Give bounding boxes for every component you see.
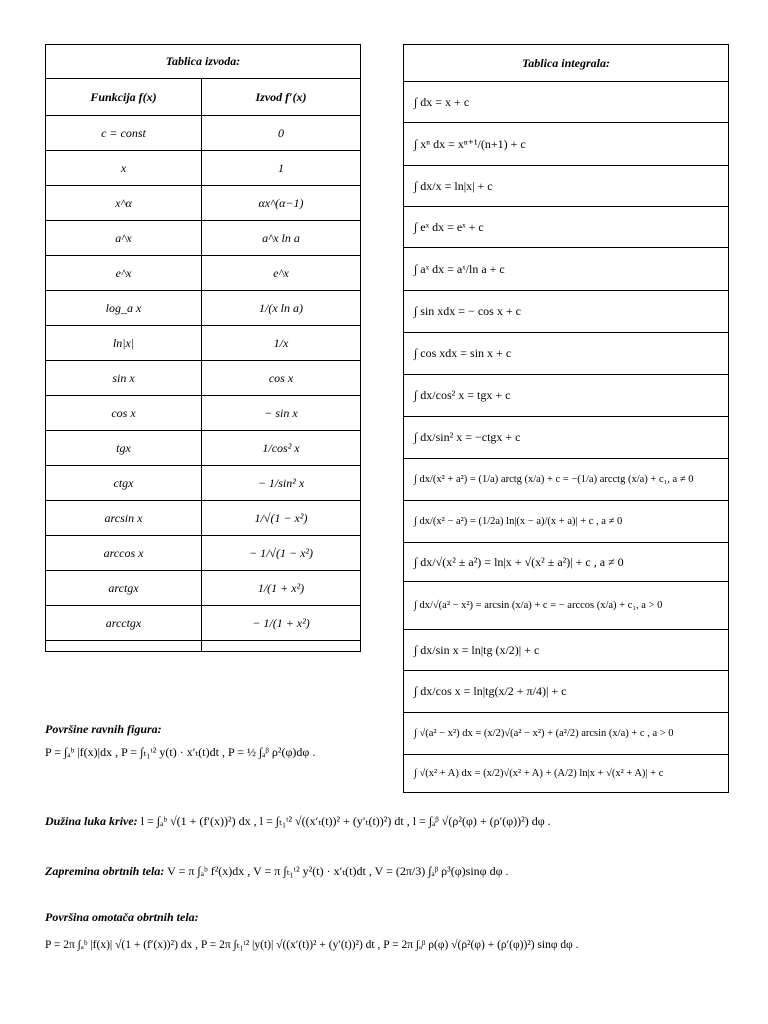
function-cell: log_a x [46,291,202,326]
integral-row [404,671,729,713]
arc-formula: l = ∫ₐᵇ √(1 + (f′(x))²) dx , l = ∫ₜ₁ᵗ² √((x′ₜ(t))² + (y′ₜ(t))²) dt , l = ∫ₐᵝ √(ρ²(φ) + (ρ′(φ))²) dφ . [140,814,551,828]
integral-cell: ∫ aˣ dx = aˣ/ln a + c [404,248,729,291]
integral-cell: ∫ xⁿ dx = xⁿ⁺¹/(n+1) + c [404,123,729,166]
integral-row [404,207,729,248]
derivative-row [46,361,361,396]
derivative-cell: 1/(x ln a) [202,291,361,326]
area-formula: P = ∫ₐᵇ |f(x)|dx , P = ∫ₜ₁ᵗ² y(t) · x′ₜ(t)dt , P = ½ ∫ₐᵝ ρ²(φ)dφ . [45,745,316,759]
function-cell: arccos x [46,536,202,571]
table-bottom-gap [46,641,361,652]
integral-cell: ∫ √(a² − x²) dx = (x/2)√(a² − x²) + (a²/2) arcsin (x/a) + c , a > 0 [404,713,729,755]
integral-row [404,333,729,375]
integral-cell: ∫ dx/cos² x = tgx + c [404,375,729,417]
arc-section [45,814,551,829]
integral-row [404,582,729,630]
function-cell: x [46,151,202,186]
col-function-header: Funkcija f(x) [46,79,202,116]
integral-row [404,82,729,123]
integral-row [404,291,729,333]
derivative-cell: a^x ln a [202,221,361,256]
integral-row [404,630,729,671]
derivative-cell: 1/x [202,326,361,361]
function-cell: ctgx [46,466,202,501]
surface-section [45,910,579,951]
derivative-row [46,221,361,256]
integral-cell: ∫ dx/(x² + a²) = (1/a) arctg (x/a) + c = −(1/a) arcctg (x/a) + c₁, a ≠ 0 [404,459,729,501]
integral-row [404,166,729,207]
integral-row [404,713,729,755]
function-cell: c = const [46,116,202,151]
derivative-row [46,466,361,501]
derivative-row [46,151,361,186]
derivative-row [46,256,361,291]
derivatives-table [45,44,361,652]
derivative-row [46,571,361,606]
derivative-cell: 1/(1 + x²) [202,571,361,606]
integral-row [404,248,729,291]
derivative-row [46,606,361,641]
function-cell: ln|x| [46,326,202,361]
derivative-cell: 1/√(1 − x²) [202,501,361,536]
integral-cell: ∫ dx/√(x² ± a²) = ln|x + √(x² ± a²)| + c , a ≠ 0 [404,543,729,582]
function-cell: a^x [46,221,202,256]
derivative-row [46,291,361,326]
integrals-title: Tablica integrala: [404,45,729,82]
derivative-cell: e^x [202,256,361,291]
derivative-cell: 1 [202,151,361,186]
integrals-table [403,44,729,793]
integral-row [404,123,729,166]
integral-row [404,501,729,543]
derivative-cell: 1/cos² x [202,431,361,466]
derivatives-title: Tablica izvoda: [46,45,361,79]
area-section [45,722,315,760]
function-cell: e^x [46,256,202,291]
volume-formula: V = π ∫ₐᵇ f²(x)dx , V = π ∫ₜ₁ᵗ² y²(t) · x′ₜ(t)dt , V = (2π/3) ∫ₐᵝ ρ³(φ)sinφ dφ . [167,864,509,878]
function-cell: sin x [46,361,202,396]
derivative-row [46,186,361,221]
integral-cell: ∫ dx/x = ln|x| + c [404,166,729,207]
integral-cell: ∫ dx/√(a² − x²) = arcsin (x/a) + c = − arccos (x/a) + c₁, a > 0 [404,582,729,630]
derivative-cell: − sin x [202,396,361,431]
derivatives-body [46,116,361,652]
surface-label: Površina omotača obrtnih tela: [45,910,199,924]
integral-cell: ∫ cos xdx = sin x + c [404,333,729,375]
integral-cell: ∫ dx/sin² x = −ctgx + c [404,417,729,459]
derivative-cell: αx^(α−1) [202,186,361,221]
function-cell: arcctgx [46,606,202,641]
derivative-row [46,326,361,361]
derivative-row [46,396,361,431]
derivative-cell: − 1/√(1 − x²) [202,536,361,571]
integral-cell: ∫ √(x² + A) dx = (x/2)√(x² + A) + (A/2) ln|x + √(x² + A)| + c [404,755,729,793]
derivative-cell: − 1/sin² x [202,466,361,501]
integral-cell: ∫ eˣ dx = eˣ + c [404,207,729,248]
integral-cell: ∫ dx/cos x = ln|tg(x/2 + π/4)| + c [404,671,729,713]
function-cell: arcsin x [46,501,202,536]
integral-cell: ∫ dx/(x² − a²) = (1/2a) ln|(x − a)/(x + a)| + c , a ≠ 0 [404,501,729,543]
integral-row [404,543,729,582]
function-cell: arctgx [46,571,202,606]
derivative-cell: 0 [202,116,361,151]
function-cell: tgx [46,431,202,466]
integral-cell: ∫ dx/sin x = ln|tg (x/2)| + c [404,630,729,671]
volume-label: Zapremina obrtnih tela: [45,864,165,878]
volume-section [45,864,509,879]
integral-cell: ∫ dx = x + c [404,82,729,123]
function-cell: cos x [46,396,202,431]
col-derivative-header: Izvod f′(x) [202,79,361,116]
derivative-cell: cos x [202,361,361,396]
arc-label: Dužina luka krive: [45,814,138,828]
derivative-row [46,536,361,571]
integrals-body [404,82,729,793]
area-label: Površine ravnih figura: [45,722,162,736]
integral-row [404,755,729,793]
integral-row [404,459,729,501]
surface-formula: P = 2π ∫ₐᵇ |f(x)| √(1 + (f′(x))²) dx , P = 2π ∫ₜ₁ᵗ² |y(t)| √((x′(t))² + (y′(t))²) dt , P = 2π ∫ₐᵝ ρ(φ) √(ρ²(φ) + (ρ′(φ))²) sinφ dφ . [45,939,579,951]
derivative-row [46,116,361,151]
integral-row [404,375,729,417]
integral-cell: ∫ sin xdx = − cos x + c [404,291,729,333]
derivative-row [46,431,361,466]
derivative-cell: − 1/(1 + x²) [202,606,361,641]
integral-row [404,417,729,459]
function-cell: x^α [46,186,202,221]
derivative-row [46,501,361,536]
